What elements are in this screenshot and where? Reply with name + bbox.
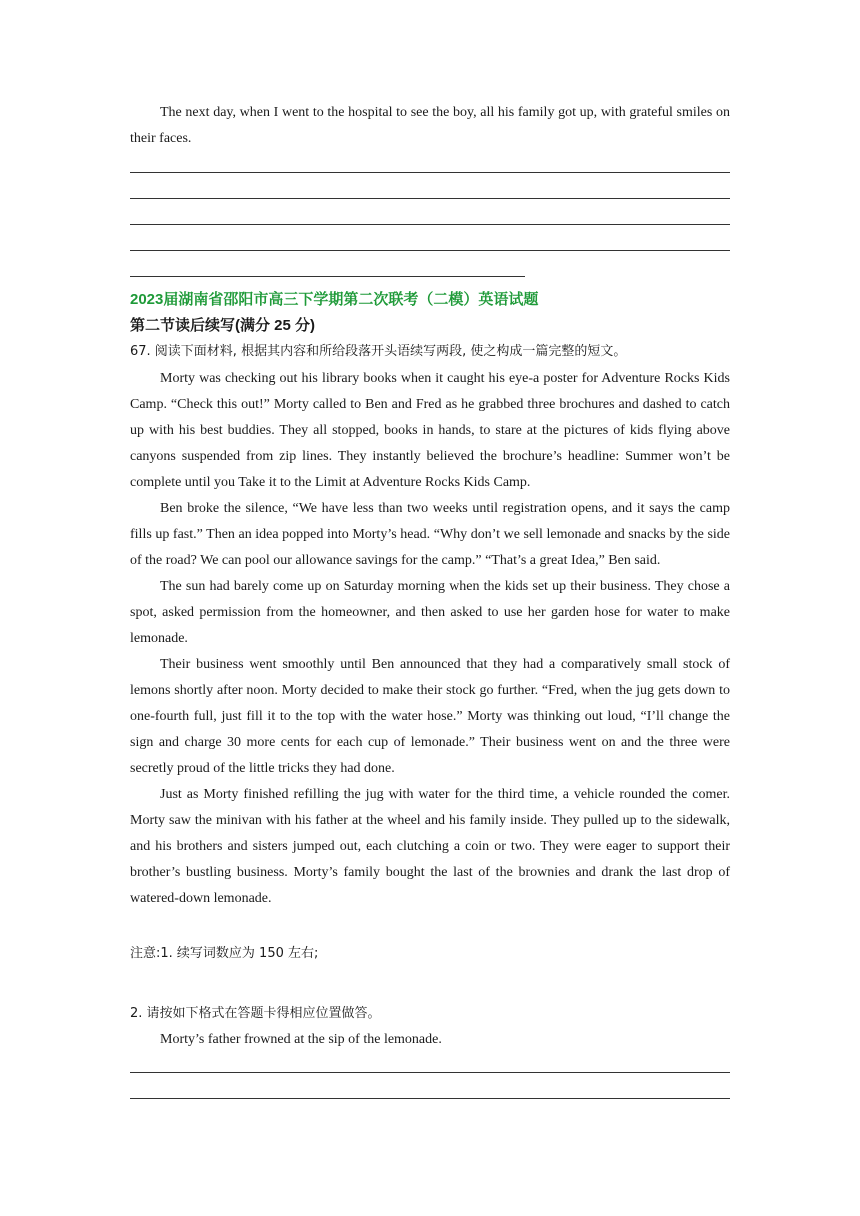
answer-line — [130, 250, 730, 251]
answer-line — [130, 224, 730, 225]
note-word-count: 注意:1. 续写词数应为 150 左右; — [130, 946, 319, 961]
answer-line — [130, 1098, 730, 1099]
answer-line — [130, 198, 730, 199]
answer-line — [130, 1072, 730, 1073]
answer-line — [130, 172, 730, 173]
exam-title: 2023届湖南省邵阳市高三下学期第二次联考（二模）英语试题 — [130, 291, 539, 308]
starter-sentence-2: Morty’s father frowned at the sip of the lemonade. — [160, 1032, 442, 1047]
answer-line-short — [130, 276, 525, 277]
passage-paragraph: Morty was checking out his library books when it caught his eye-a poster for Adventure Rocks Kids Camp. “Check this out!” Morty called to Ben and Fred as he grabbed three brochures and dashed to catch up with his best buddies. They all stopped, books in hands, to stare at the pictures of kids flying above canyons suspended from zip lines. They instantly believed the brochure’s headline: Summer won’t be complete until you Take it to the Limit at Adventure Rocks Kids Camp. — [130, 371, 730, 490]
question-instruction: 67. 阅读下面材料, 根据其内容和所给段落开头语续写两段, 使之构成一篇完整的短文。 — [130, 344, 627, 359]
passage-paragraph: Ben broke the silence, “We have less than two weeks until registration opens, and it says the camp fills up fast.” Then an idea popped into Morty’s head. “Why don’t we sell lemonade and snacks by the side of the road? We can pool our allowance savings for the camp.” “That’s a great Idea,” Ben said. — [130, 501, 730, 568]
section-subheading: 第二节读后续写(满分 25 分) — [130, 317, 316, 334]
note-format: 2. 请按如下格式在答题卡得相应位置做答。 — [130, 1006, 381, 1021]
passage-paragraph: Their business went smoothly until Ben announced that they had a comparatively small stock of lemons shortly after noon. Morty decided to make their stock go further. “Fred, when the jug gets down to one-fourth full, just fill it to the top with the water hose.” Morty was thinking out loud, “I’ll change the sign and charge 30 more cents for each cup of lemonade.” Their business went on and the three were secretly proud of the little tricks they had done. — [130, 657, 730, 776]
starter-sentence-1: The next day, when I went to the hospital to see the boy, all his family got up, with grateful smiles on their faces. — [130, 105, 730, 146]
passage — [130, 366, 730, 912]
passage-paragraph: Just as Morty finished refilling the jug with water for the third time, a vehicle rounded the comer. Morty saw the minivan with his father at the wheel and his family inside. They pulled up to the sidewalk, and his brothers and sisters jumped out, each clutching a coin or two. They were eager to support their brother’s bustling business. Morty’s family bought the last of the brownies and drank the last drop of watered-down lemonade. — [130, 787, 730, 906]
passage-paragraph: The sun had barely come up on Saturday morning when the kids set up their business. They chose a spot, asked permission from the homeowner, and then asked to use her garden hose for water to make lemonade. — [130, 579, 730, 646]
